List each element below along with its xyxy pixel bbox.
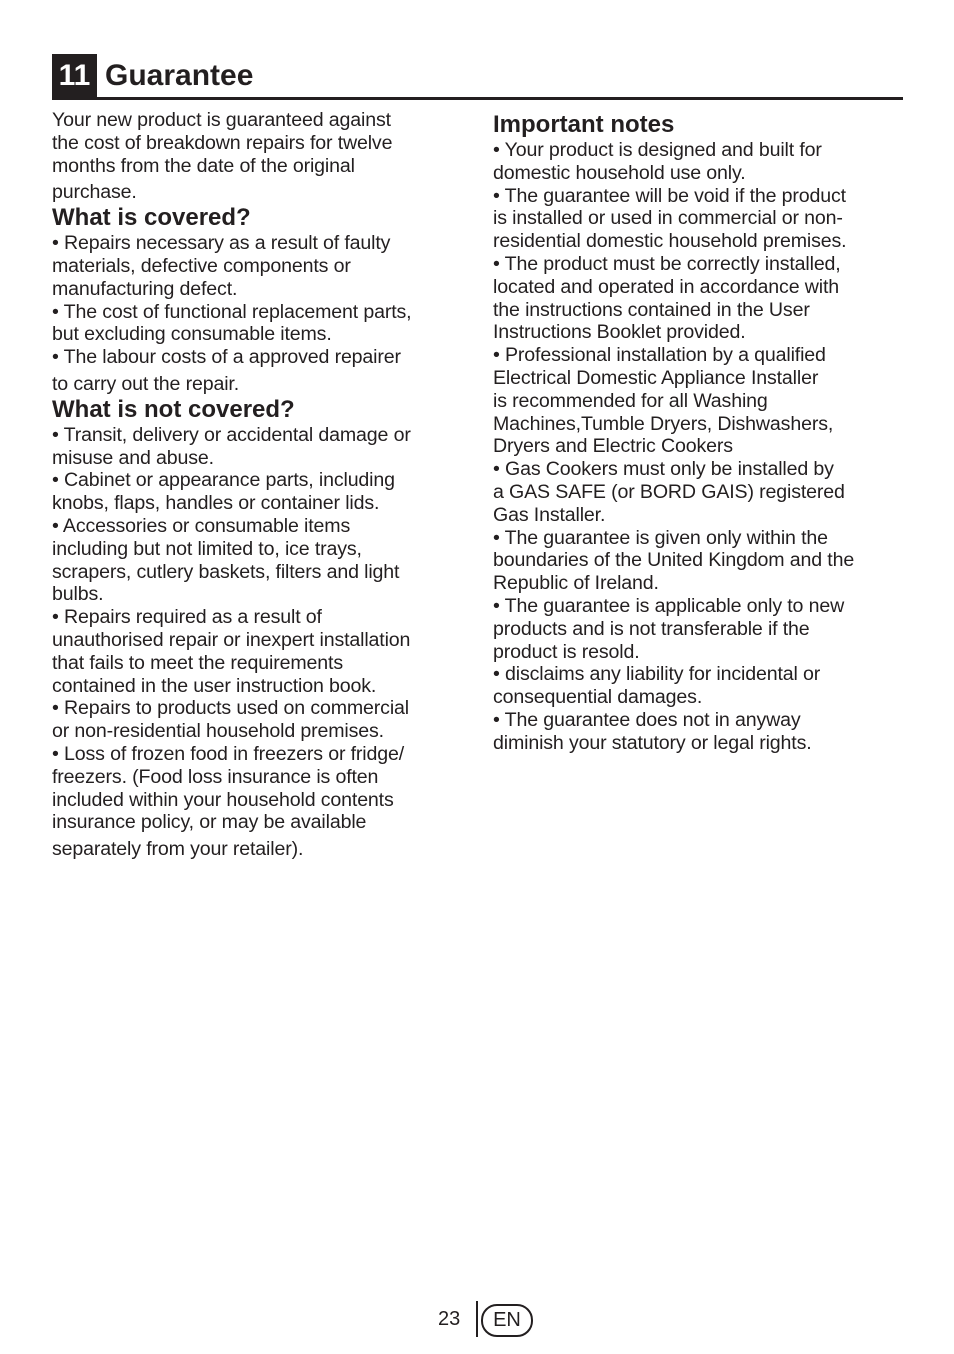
not-covered-heading: What is not covered?: [52, 395, 295, 423]
item-line: misuse and abuse.: [52, 446, 214, 469]
item-line: is installed or used in commercial or non-: [493, 207, 843, 230]
item-line: scrapers, cutlery baskets, filters and light: [52, 560, 400, 583]
item-line: • Transit, delivery or accidental damage or: [52, 423, 411, 446]
left-column: [52, 109, 462, 861]
item-line: consequential damages.: [493, 686, 703, 709]
section-title: Guarantee: [105, 59, 254, 92]
section-header: [52, 54, 903, 100]
item-line: diminish your statutory or legal rights.: [493, 731, 812, 754]
not-covered-item: [52, 469, 462, 515]
item-line: is recommended for all Washing: [493, 389, 768, 412]
item-line: Dryers and Electric Cookers: [493, 435, 733, 458]
language-badge: EN: [481, 1304, 533, 1337]
item-line: insurance policy, or may be available: [52, 811, 367, 834]
item-line: • Repairs required as a result of: [52, 606, 322, 629]
item-line: the instructions contained in the User: [493, 298, 810, 321]
covered-item: [52, 232, 462, 300]
intro-line: months from the date of the original: [52, 154, 355, 177]
item-line: separately from your retailer).: [52, 838, 304, 861]
item-line: or non-residential household premises.: [52, 720, 384, 743]
covered-heading: What is covered?: [52, 204, 251, 232]
item-line: • Gas Cookers must only be installed by: [493, 458, 834, 481]
item-line: • The guarantee is given only within the: [493, 526, 828, 549]
not-covered-item: [52, 697, 462, 743]
item-line: unauthorised repair or inexpert installation: [52, 628, 411, 651]
item-line: Republic of Ireland.: [493, 572, 659, 595]
not-covered-item: [52, 606, 462, 697]
not-covered-item: [52, 515, 462, 606]
note-item: [493, 527, 905, 595]
item-line: • Your product is designed and built for: [493, 139, 822, 161]
section-number: 11: [52, 54, 97, 97]
item-line: freezers. (Food loss insurance is often: [52, 765, 379, 788]
note-item: [493, 709, 905, 755]
item-line: • The guarantee will be void if the product: [493, 184, 846, 207]
item-line: • Professional installation by a qualified: [493, 344, 826, 367]
intro-line: Your new product is guaranteed against: [52, 109, 391, 131]
intro-line: purchase.: [52, 181, 137, 204]
item-line: located and operated in accordance with: [493, 275, 839, 298]
item-line: • Repairs to products used on commercial: [52, 697, 409, 720]
item-line: boundaries of the United Kingdom and the: [493, 549, 855, 572]
covered-item: [52, 346, 462, 396]
item-line: domestic household use only.: [493, 161, 746, 184]
intro-paragraph: [52, 109, 462, 204]
intro-line: the cost of breakdown repairs for twelve: [52, 131, 393, 154]
item-line: including but not limited to, ice trays,: [52, 537, 362, 560]
note-item: [493, 458, 905, 526]
item-line: but excluding consumable items.: [52, 323, 332, 346]
note-item: [493, 663, 905, 709]
note-item: [493, 344, 905, 458]
note-item: [493, 595, 905, 663]
item-line: that fails to meet the requirements: [52, 651, 343, 674]
item-line: materials, defective components or: [52, 254, 351, 277]
item-line: • The guarantee is applicable only to new: [493, 594, 845, 617]
page-number: 23: [438, 1308, 461, 1330]
right-column: [493, 109, 905, 755]
item-line: residential domestic household premises.: [493, 230, 847, 253]
item-line: • Loss of frozen food in freezers or fridge/: [52, 742, 405, 765]
item-line: • Cabinet or appearance parts, including: [52, 469, 395, 492]
item-line: • Accessories or consumable items: [52, 514, 351, 537]
not-covered-item: [52, 743, 462, 861]
item-line: product is resold.: [493, 640, 640, 663]
item-line: Instructions Booklet provided.: [493, 321, 746, 344]
item-line: bulbs.: [52, 583, 104, 606]
item-line: Gas Installer.: [493, 503, 606, 526]
item-line: • The labour costs of a approved repairer: [52, 346, 401, 369]
note-item: [493, 185, 905, 253]
not-covered-item: [52, 424, 462, 470]
item-line: • The cost of functional replacement parts,: [52, 300, 412, 323]
item-line: contained in the user instruction book.: [52, 674, 377, 697]
item-line: Electrical Domestic Appliance Installer: [493, 366, 819, 389]
item-line: • The product must be correctly installed,: [493, 252, 841, 275]
item-line: included within your household contents: [52, 788, 394, 811]
note-item: [493, 139, 905, 185]
item-line: Machines,Tumble Dryers, Dishwashers,: [493, 412, 834, 435]
item-line: products and is not transferable if the: [493, 617, 810, 640]
footer-divider: [476, 1301, 478, 1337]
item-line: a GAS SAFE (or BORD GAIS) registered: [493, 480, 845, 503]
item-line: to carry out the repair.: [52, 372, 239, 395]
important-notes-heading: Important notes: [493, 111, 675, 138]
item-line: • The guarantee does not in anyway: [493, 708, 801, 731]
item-line: • disclaims any liability for incidental or: [493, 663, 821, 686]
covered-item: [52, 301, 462, 347]
note-item: [493, 253, 905, 344]
item-line: knobs, flaps, handles or container lids.: [52, 492, 380, 515]
item-line: manufacturing defect.: [52, 277, 238, 300]
item-line: • Repairs necessary as a result of faulty: [52, 232, 391, 255]
